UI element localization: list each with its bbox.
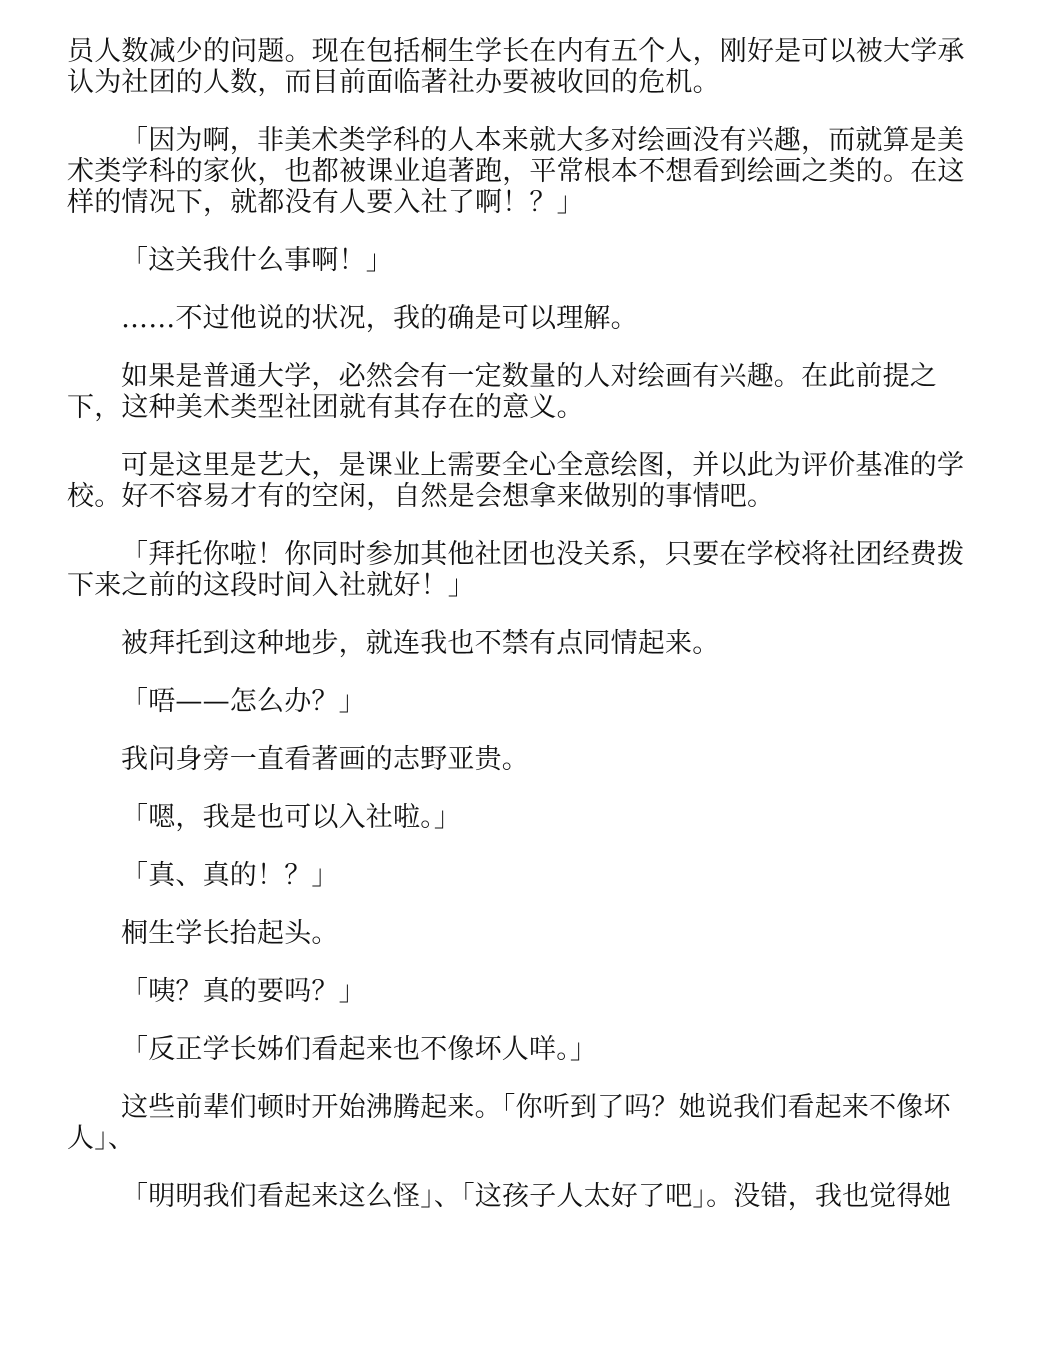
paragraph: 如果是普通大学，必然会有一定数量的人对绘画有兴趣。在此前提之下，这种美术类型社团就有其存在的意义。 xyxy=(67,361,937,423)
document-page xyxy=(67,36,982,1239)
paragraph: 可是这里是艺大，是课业上需要全心全意绘图，并以此为评价基准的学校。好不容易才有的空闲，自然是会想拿来做别的事情吧。 xyxy=(67,450,965,512)
paragraph: 「拜托你啦！你同时参加其他社团也没关系，只要在学校将社团经费拨下来之前的这段时间入社就好！」 xyxy=(67,539,965,601)
paragraph: 「反正学长姊们看起来也不像坏人咩。」 xyxy=(121,1034,598,1065)
paragraph: 我问身旁一直看著画的志野亚贵。 xyxy=(121,744,529,775)
paragraph: 「这关我什么事啊！」 xyxy=(121,245,393,276)
paragraph: 桐生学长抬起头。 xyxy=(121,918,339,949)
paragraph: 被拜托到这种地步，就连我也不禁有点同情起来。 xyxy=(121,628,720,659)
paragraph: 这些前辈们顿时开始沸腾起来。「你听到了吗？她说我们看起来不像坏人」、 xyxy=(67,1092,951,1154)
paragraph: 员人数减少的问题。现在包括桐生学长在内有五个人，刚好是可以被大学承认为社团的人数，而目前面临著社办要被收回的危机。 xyxy=(67,36,965,98)
paragraph: 「因为啊，非美术类学科的人本来就大多对绘画没有兴趣，而就算是美术类学科的家伙，也都被课业追著跑，平常根本不想看到绘画之类的。在这样的情况下，就都没有人要入社了啊！？」 xyxy=(67,125,965,218)
paragraph: 「明明我们看起来这么怪」、「这孩子人太好了吧」。没错，我也觉得她 xyxy=(121,1181,951,1212)
paragraph: 「唔——怎么办？」 xyxy=(121,686,366,717)
paragraph: ……不过他说的状况，我的确是可以理解。 xyxy=(121,303,638,334)
paragraph: 「咦？真的要吗？」 xyxy=(121,976,366,1007)
paragraph: 「嗯，我是也可以入社啦。」 xyxy=(121,802,462,833)
paragraph: 「真、真的！？」 xyxy=(121,860,339,891)
